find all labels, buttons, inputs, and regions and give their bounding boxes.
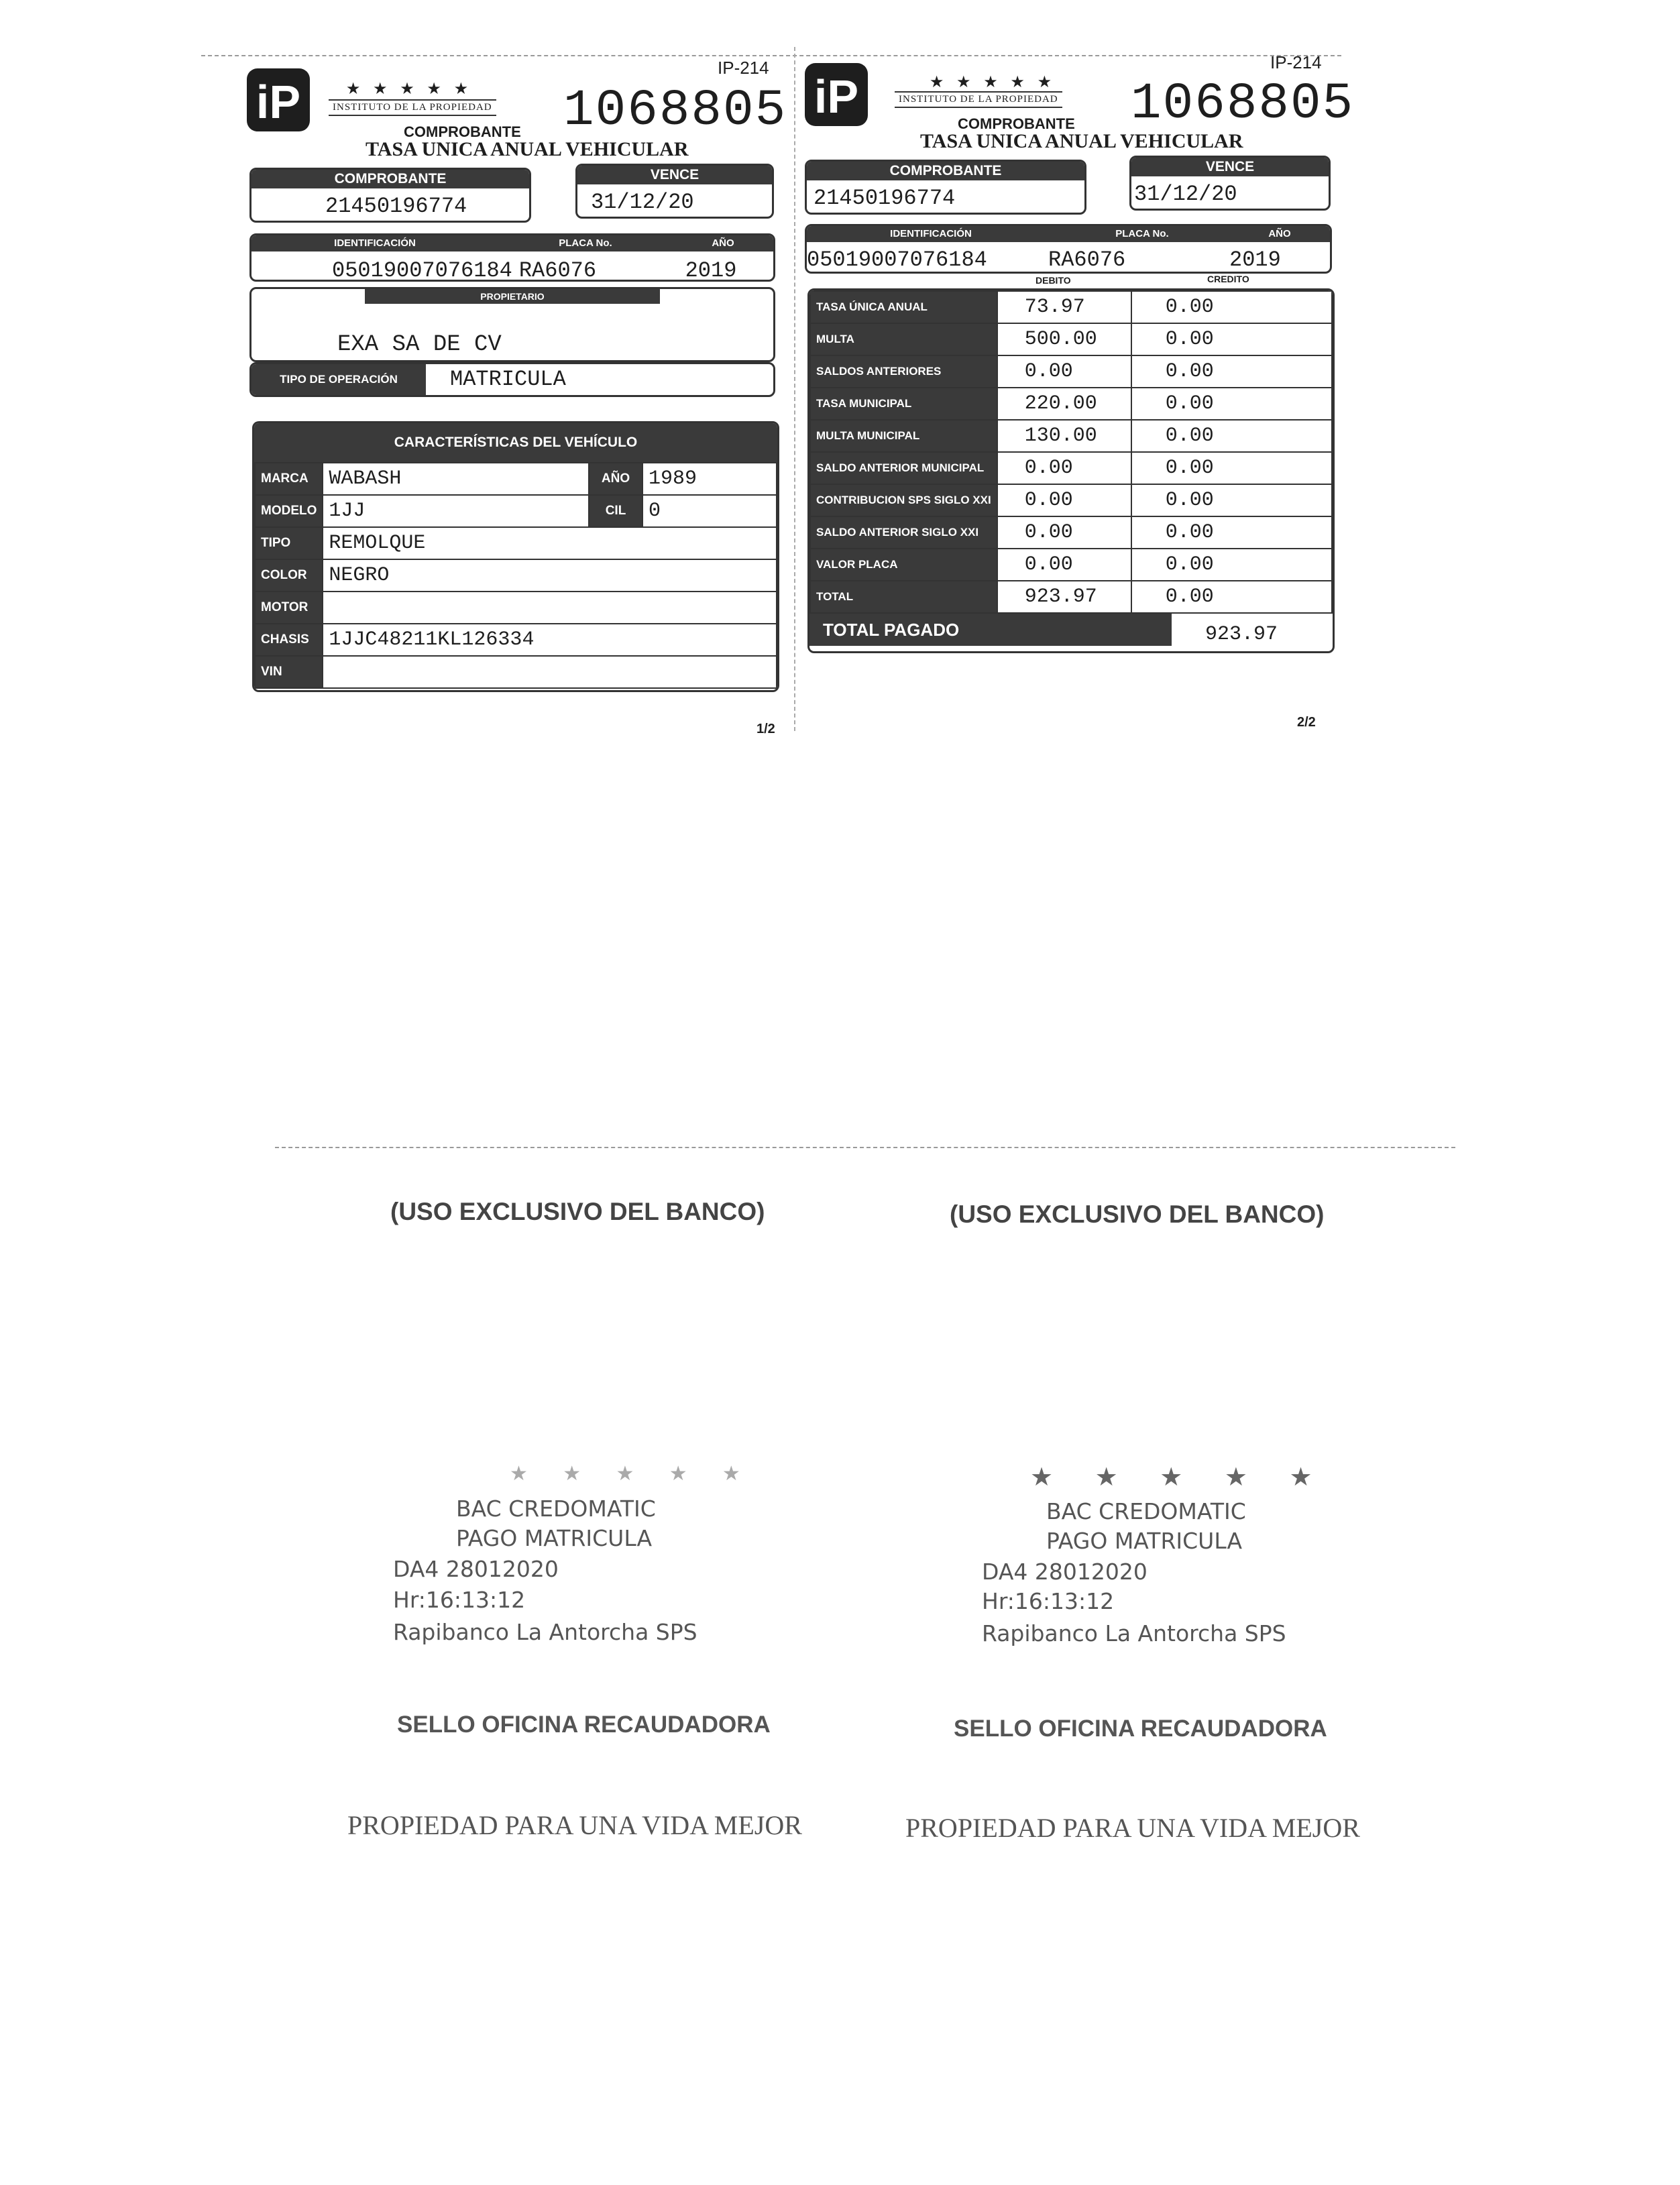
vence-value-right: 31/12/20 — [1134, 182, 1237, 207]
receipt-title-right: TASA UNICA ANUAL VEHICULAR — [920, 130, 1243, 152]
payment-row-credito: 0.00 — [1131, 355, 1332, 388]
payment-row-debito: 0.00 — [997, 549, 1131, 581]
form-code: IP-214 — [718, 58, 769, 78]
vehicle-row-modelo — [255, 495, 777, 527]
payment-row-debito: 0.00 — [997, 516, 1131, 549]
comprobante-subtitle-right: COMPROBANTE — [958, 115, 1075, 132]
center-cut-line — [794, 47, 795, 731]
stamp-line5-right: Rapibanco La Antorcha SPS — [982, 1620, 1286, 1646]
uso-exclusivo-right: (USO EXCLUSIVO DEL BANCO) — [950, 1200, 1325, 1228]
total-pagado-label: TOTAL PAGADO — [809, 614, 1172, 646]
page-number-left: 1/2 — [757, 722, 775, 736]
svg-text:iP: iP — [256, 76, 301, 128]
top-cut-line — [201, 55, 1341, 56]
bank-cut-line — [275, 1147, 1455, 1148]
payment-row-label: VALOR PLACA — [810, 549, 997, 581]
comprobante-label-right: COMPROBANTE — [807, 162, 1084, 180]
payment-row-label: SALDOS ANTERIORES — [810, 355, 997, 388]
chasis-label: CHASIS — [255, 624, 323, 656]
identificacion-value: 05019007076184 — [332, 258, 512, 282]
payment-row — [810, 388, 1332, 420]
vence-value: 31/12/20 — [591, 190, 694, 215]
stamp-line1-left: BAC CREDOMATIC — [456, 1496, 656, 1522]
payment-row-credito: 0.00 — [1131, 549, 1332, 581]
comprobante-subtitle: COMPROBANTE — [404, 123, 521, 140]
payment-row — [810, 420, 1332, 452]
comprobante-value-right: 21450196774 — [814, 186, 956, 211]
page-number-right: 2/2 — [1297, 715, 1316, 730]
payment-row-credito: 0.00 — [1131, 323, 1332, 355]
payment-row — [810, 355, 1332, 388]
stamp-line2-left: PAGO MATRICULA — [456, 1525, 653, 1551]
payment-row-label: TOTAL — [810, 581, 997, 613]
payment-row-debito: 73.97 — [997, 291, 1131, 323]
sello-oficina-left: SELLO OFICINA RECAUDADORA — [397, 1712, 771, 1738]
comprobante-number: 1068805 — [563, 82, 787, 139]
stamp-line3-left: DA4 28012020 — [393, 1556, 559, 1582]
modelo-value: 1JJ — [323, 495, 589, 527]
payment-row-label: MULTA MUNICIPAL — [810, 420, 997, 452]
comprobante-box-right — [805, 160, 1086, 215]
tipo-operacion-value: MATRICULA — [450, 367, 566, 392]
vehicle-anio-label: AÑO — [589, 463, 642, 495]
motor-label: MOTOR — [255, 592, 323, 624]
payment-row — [810, 516, 1332, 549]
identificacion-value-right: 05019007076184 — [807, 247, 987, 272]
propietario-value: EXA SA DE CV — [337, 332, 502, 357]
payment-row-credito: 0.00 — [1131, 581, 1332, 613]
vence-box — [575, 164, 774, 219]
payment-row-debito: 130.00 — [997, 420, 1131, 452]
identificacion-box-right — [805, 224, 1332, 274]
vence-label: VENCE — [577, 166, 772, 184]
identificacion-label: IDENTIFICACIÓN — [334, 237, 416, 249]
anio-value-right: 2019 — [1229, 247, 1281, 272]
vehicle-header: CARACTERÍSTICAS DEL VEHÍCULO — [254, 423, 777, 462]
placa-value-right: RA6076 — [1048, 247, 1126, 272]
payment-row-label: MULTA — [810, 323, 997, 355]
institution-name: INSTITUTO DE LA PROPIEDAD — [329, 99, 496, 116]
identificacion-label-right: IDENTIFICACIÓN — [890, 228, 972, 239]
payment-row-debito: 923.97 — [997, 581, 1131, 613]
instituto-logo — [247, 68, 310, 131]
instituto-logo-right — [805, 63, 868, 126]
vehicle-anio-value: 1989 — [642, 463, 777, 495]
payment-row — [810, 484, 1332, 516]
payment-row-label: SALDO ANTERIOR MUNICIPAL — [810, 452, 997, 484]
payment-row-label: TASA MUNICIPAL — [810, 388, 997, 420]
slogan-left: PROPIEDAD PARA UNA VIDA MEJOR — [347, 1810, 802, 1840]
vehicle-row-marca — [255, 463, 777, 495]
stamp-line5-left: Rapibanco La Antorcha SPS — [393, 1619, 697, 1645]
payment-row — [810, 549, 1332, 581]
stamp-stars-left-icon: ★ ★ ★ ★ ★ — [510, 1463, 755, 1485]
vehicle-row-motor — [255, 592, 777, 624]
uso-exclusivo-left: (USO EXCLUSIVO DEL BANCO) — [390, 1198, 765, 1225]
vehicle-characteristics — [252, 421, 779, 692]
chasis-value: 1JJC48211KL126334 — [323, 624, 777, 656]
sello-oficina-right: SELLO OFICINA RECAUDADORA — [954, 1716, 1327, 1742]
payment-row-credito: 0.00 — [1131, 420, 1332, 452]
vin-value — [323, 656, 777, 688]
payment-row-debito: 0.00 — [997, 355, 1131, 388]
motor-value — [323, 592, 777, 624]
comprobante-box — [249, 168, 531, 223]
placa-label: PLACA No. — [559, 237, 612, 249]
color-value: NEGRO — [323, 559, 777, 592]
tipo-operacion-label: TIPO DE OPERACIÓN — [251, 364, 426, 395]
comprobante-value: 21450196774 — [325, 194, 467, 219]
stamp-line2-right: PAGO MATRICULA — [1046, 1528, 1243, 1554]
payment-row-debito: 500.00 — [997, 323, 1131, 355]
institution-name-right: INSTITUTO DE LA PROPIEDAD — [895, 91, 1062, 108]
stars-icon: ★ ★ ★ ★ ★ — [345, 80, 473, 98]
payment-row-label: SALDO ANTERIOR SIGLO XXI — [810, 516, 997, 549]
cil-value: 0 — [642, 495, 777, 527]
payment-row — [810, 323, 1332, 355]
modelo-label: MODELO — [255, 495, 323, 527]
payment-row — [810, 291, 1332, 323]
vehicle-row-tipo — [255, 527, 777, 559]
receipt-title: TASA UNICA ANUAL VEHICULAR — [366, 138, 689, 160]
vehicle-row-color — [255, 559, 777, 592]
marca-value: WABASH — [323, 463, 589, 495]
propietario-box — [249, 287, 775, 362]
debito-label: DEBITO — [1035, 275, 1071, 286]
payment-row-credito: 0.00 — [1131, 516, 1332, 549]
cil-label: CIL — [589, 495, 642, 527]
payment-row-credito: 0.00 — [1131, 388, 1332, 420]
stamp-stars-right-icon: ★ ★ ★ ★ ★ — [1030, 1463, 1330, 1492]
payment-row — [810, 452, 1332, 484]
stars-icon-right: ★ ★ ★ ★ ★ — [929, 73, 1056, 91]
vehicle-row-chasis — [255, 624, 777, 656]
comprobante-number-right: 1068805 — [1131, 75, 1355, 133]
tipo-label: TIPO — [255, 527, 323, 559]
tipo-operacion-box — [249, 362, 775, 397]
credito-label: CREDITO — [1207, 274, 1249, 284]
payment-row-debito: 0.00 — [997, 452, 1131, 484]
anio-label: AÑO — [712, 237, 734, 249]
stamp-line1-right: BAC CREDOMATIC — [1046, 1498, 1246, 1524]
placa-value: RA6076 — [518, 258, 597, 282]
identificacion-box — [249, 233, 775, 282]
stamp-line4-right: Hr:16:13:12 — [982, 1588, 1115, 1614]
total-pagado-row — [809, 614, 1333, 646]
stamp-line3-right: DA4 28012020 — [982, 1559, 1147, 1585]
placa-label-right: PLACA No. — [1115, 228, 1169, 239]
tipo-value: REMOLQUE — [323, 527, 777, 559]
payment-row-credito: 0.00 — [1131, 484, 1332, 516]
form-code-right: IP-214 — [1270, 52, 1322, 72]
payment-row-debito: 0.00 — [997, 484, 1131, 516]
payment-row-credito: 0.00 — [1131, 291, 1332, 323]
comprobante-label: COMPROBANTE — [251, 170, 529, 188]
marca-label: MARCA — [255, 463, 323, 495]
stamp-line4-left: Hr:16:13:12 — [393, 1587, 526, 1613]
payment-row-credito: 0.00 — [1131, 452, 1332, 484]
slogan-right: PROPIEDAD PARA UNA VIDA MEJOR — [905, 1813, 1360, 1843]
vin-label: VIN — [255, 656, 323, 688]
vence-box-right — [1129, 156, 1331, 211]
color-label: COLOR — [255, 559, 323, 592]
payment-row-label: CONTRIBUCION SPS SIGLO XXI — [810, 484, 997, 516]
anio-value: 2019 — [685, 258, 737, 282]
payment-row-debito: 220.00 — [997, 388, 1131, 420]
svg-text:iP: iP — [814, 70, 859, 123]
vence-label-right: VENCE — [1131, 158, 1329, 176]
payment-row-label: TASA ÚNICA ANUAL — [810, 291, 997, 323]
payment-row — [810, 581, 1332, 613]
vehicle-row-vin — [255, 656, 777, 688]
propietario-label: PROPIETARIO — [365, 289, 660, 304]
payment-table — [807, 288, 1335, 653]
anio-label-right: AÑO — [1268, 228, 1291, 239]
total-pagado-value: 923.97 — [1205, 623, 1278, 646]
